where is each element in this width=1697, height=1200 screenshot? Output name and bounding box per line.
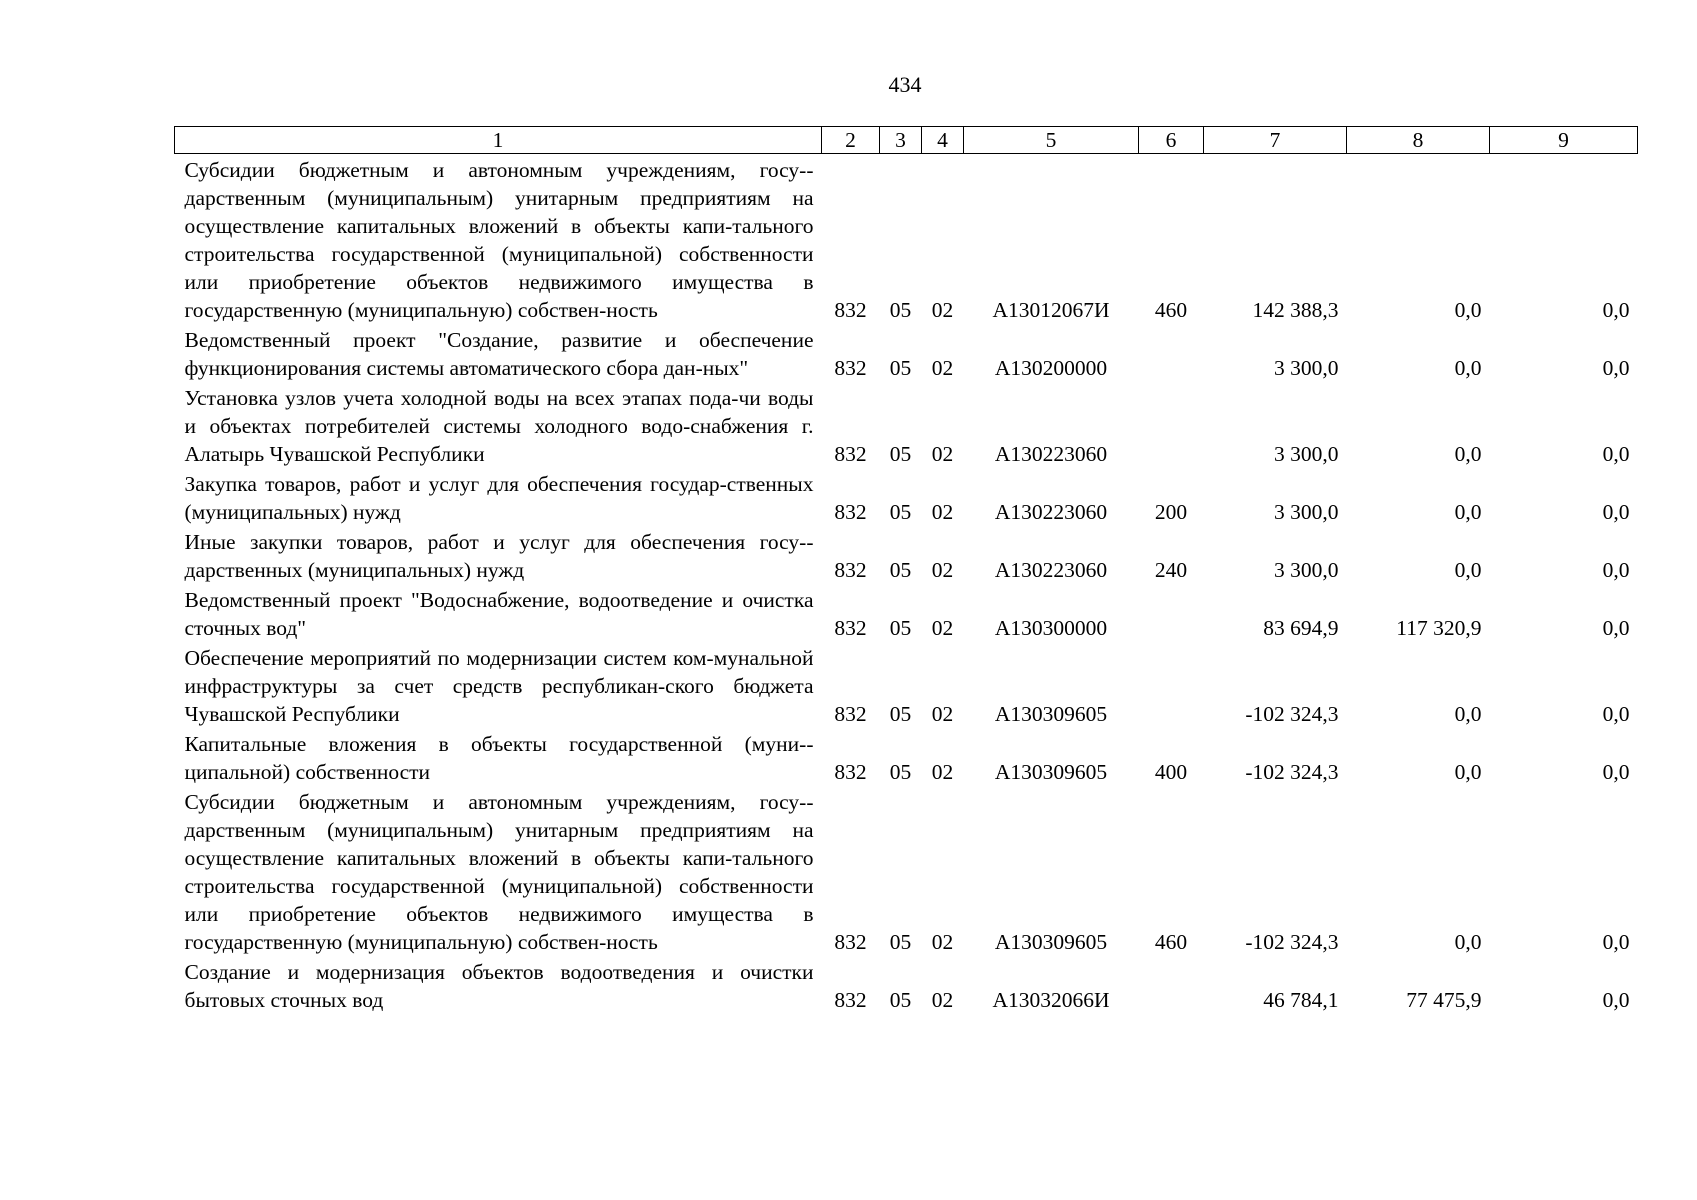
- table-row: [175, 526, 1638, 584]
- table-row: [175, 728, 1638, 786]
- section-code: 05: [889, 356, 912, 380]
- column-header-8: 8: [1347, 127, 1490, 154]
- item-name: Капитальные вложения в объекты государственной (муни-ципальной) собственности: [184, 732, 814, 784]
- amount-col-7: 3 300,0: [1274, 500, 1339, 524]
- target-article-code: А130309605: [994, 930, 1108, 954]
- ministry-code: 832: [834, 988, 867, 1012]
- subsection-code: 02: [931, 616, 954, 640]
- ministry-code: 832: [834, 616, 867, 640]
- section-code: 05: [889, 930, 912, 954]
- subsection-code: 02: [931, 298, 954, 322]
- expense-type-code: 460: [1154, 298, 1188, 322]
- table-header: [175, 127, 1638, 154]
- table-body: [175, 154, 1638, 1015]
- amount-col-7: 142 388,3: [1252, 298, 1339, 322]
- expense-type-code: 240: [1154, 558, 1188, 582]
- table-row: [175, 642, 1638, 728]
- page-number: 434: [888, 72, 922, 97]
- item-name: Установка узлов учета холодной воды на всех этапах пода-чи воды и объектах потребителей системы холодного водо-снабжения г. Алатырь Чувашской Республики: [184, 386, 814, 466]
- ministry-code: 832: [834, 930, 867, 954]
- expense-type-code: [1139, 584, 1204, 642]
- amount-col-7: 3 300,0: [1274, 558, 1339, 582]
- subsection-code: 02: [931, 500, 954, 524]
- amount-col-9: 0,0: [1602, 558, 1630, 582]
- amount-col-9: 0,0: [1602, 760, 1630, 784]
- item-name: Обеспечение мероприятий по модернизации систем ком-мунальной инфраструктуры за счет средств республикан-ского бюджета Чувашской Республики: [184, 646, 814, 726]
- amount-col-7: -102 324,3: [1245, 760, 1339, 784]
- item-name: Субсидии бюджетным и автономным учреждениям, госу-дарственным (муниципальным) унитарным предприятиям на осуществление капитальных вложений в объекты капи-тального строительства государственной (муниципальной) собственности или приобретение объектов недвижимого имущества в государственную (муниципальную) собствен-ность: [184, 790, 814, 954]
- amount-col-8: 0,0: [1454, 702, 1482, 726]
- ministry-code: 832: [834, 760, 867, 784]
- amount-col-8: 0,0: [1454, 298, 1482, 322]
- amount-col-8: 0,0: [1454, 760, 1482, 784]
- expense-type-code: [1139, 324, 1204, 382]
- item-name: Создание и модернизация объектов водоотведения и очистки бытовых сточных вод: [184, 960, 814, 1012]
- amount-col-9: 0,0: [1602, 442, 1630, 466]
- subsection-code: 02: [931, 930, 954, 954]
- amount-col-7: 3 300,0: [1274, 356, 1339, 380]
- section-code: 05: [889, 988, 912, 1012]
- section-code: 05: [889, 760, 912, 784]
- ministry-code: 832: [834, 298, 867, 322]
- amount-col-7: -102 324,3: [1245, 702, 1339, 726]
- header-row: [175, 127, 1638, 154]
- target-article-code: А13032066И: [992, 988, 1110, 1012]
- item-name: Иные закупки товаров, работ и услуг для обеспечения госу-дарственных (муниципальных) нужд: [184, 530, 814, 582]
- target-article-code: А130223060: [994, 500, 1108, 524]
- ministry-code: 832: [834, 558, 867, 582]
- expense-type-code: [1139, 956, 1204, 1014]
- amount-col-9: 0,0: [1602, 702, 1630, 726]
- subsection-code: 02: [931, 442, 954, 466]
- section-code: 05: [889, 298, 912, 322]
- amount-col-9: 0,0: [1602, 930, 1630, 954]
- table-row: [175, 786, 1638, 956]
- ministry-code: 832: [834, 442, 867, 466]
- column-header-5: 5: [964, 127, 1139, 154]
- column-header-6: 6: [1139, 127, 1204, 154]
- target-article-code: А13012067И: [992, 298, 1110, 322]
- table-row: [175, 584, 1638, 642]
- expense-type-code: 200: [1154, 500, 1188, 524]
- expense-type-code: [1139, 642, 1204, 728]
- amount-col-8: 0,0: [1454, 500, 1482, 524]
- amount-col-8: 0,0: [1454, 356, 1482, 380]
- section-code: 05: [889, 616, 912, 640]
- amount-col-9: 0,0: [1602, 500, 1630, 524]
- amount-col-8: 0,0: [1454, 442, 1482, 466]
- table-row: [175, 382, 1638, 468]
- table-row: [175, 324, 1638, 382]
- item-name: Закупка товаров, работ и услуг для обеспечения государ-ственных (муниципальных) нужд: [184, 472, 814, 524]
- subsection-code: 02: [931, 988, 954, 1012]
- item-name: Ведомственный проект "Водоснабжение, водоотведение и очистка сточных вод": [184, 588, 814, 640]
- item-name: Ведомственный проект "Создание, развитие и обеспечение функционирования системы автоматического сбора дан-ных": [184, 328, 814, 380]
- section-code: 05: [889, 702, 912, 726]
- table-row: [175, 468, 1638, 526]
- ministry-code: 832: [834, 702, 867, 726]
- amount-col-7: 83 694,9: [1263, 616, 1339, 640]
- column-header-4: 4: [922, 127, 964, 154]
- section-code: 05: [889, 500, 912, 524]
- section-code: 05: [889, 442, 912, 466]
- budget-table: [174, 126, 1638, 1014]
- item-name: Субсидии бюджетным и автономным учреждениям, госу-дарственным (муниципальным) унитарным предприятиям на осуществление капитальных вложений в объекты капи-тального строительства государственной (муниципальной) собственности или приобретение объектов недвижимого имущества в государственную (муниципальную) собствен-ность: [184, 158, 814, 322]
- expense-type-code: 400: [1154, 760, 1188, 784]
- column-header-1: 1: [175, 127, 822, 154]
- ministry-code: 832: [834, 356, 867, 380]
- ministry-code: 832: [834, 500, 867, 524]
- amount-col-8: 0,0: [1454, 930, 1482, 954]
- subsection-code: 02: [931, 760, 954, 784]
- subsection-code: 02: [931, 702, 954, 726]
- target-article-code: А130309605: [994, 702, 1108, 726]
- subsection-code: 02: [931, 356, 954, 380]
- amount-col-7: 3 300,0: [1274, 442, 1339, 466]
- table-row: [175, 956, 1638, 1014]
- target-article-code: А130300000: [994, 616, 1108, 640]
- section-code: 05: [889, 558, 912, 582]
- amount-col-9: 0,0: [1602, 988, 1630, 1012]
- amount-col-9: 0,0: [1602, 298, 1630, 322]
- column-header-7: 7: [1204, 127, 1347, 154]
- amount-col-9: 0,0: [1602, 356, 1630, 380]
- column-header-3: 3: [880, 127, 922, 154]
- amount-col-8: 77 475,9: [1406, 988, 1482, 1012]
- table-row: [175, 154, 1638, 325]
- target-article-code: А130200000: [994, 356, 1108, 380]
- subsection-code: 02: [931, 558, 954, 582]
- column-header-9: 9: [1490, 127, 1638, 154]
- target-article-code: А130309605: [994, 760, 1108, 784]
- expense-type-code: 460: [1154, 930, 1188, 954]
- amount-col-8: 0,0: [1454, 558, 1482, 582]
- target-article-code: А130223060: [994, 558, 1108, 582]
- amount-col-8: 117 320,9: [1396, 616, 1482, 640]
- column-header-2: 2: [822, 127, 880, 154]
- amount-col-7: -102 324,3: [1245, 930, 1339, 954]
- amount-col-7: 46 784,1: [1263, 988, 1339, 1012]
- expense-type-code: [1139, 382, 1204, 468]
- amount-col-9: 0,0: [1602, 616, 1630, 640]
- target-article-code: А130223060: [994, 442, 1108, 466]
